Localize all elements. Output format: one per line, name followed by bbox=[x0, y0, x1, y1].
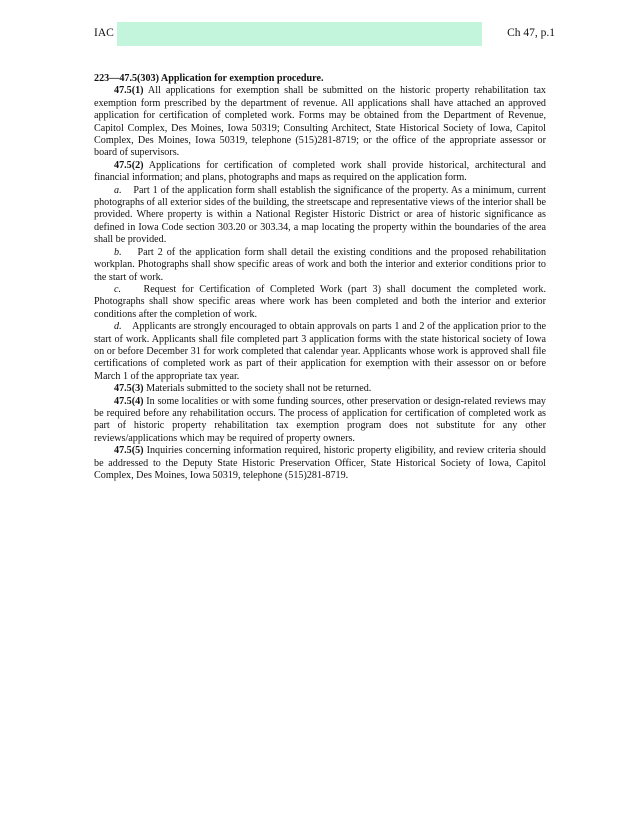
paragraph-letter: b. bbox=[114, 246, 122, 258]
subrule-text: Materials submitted to the society shall not be returned. bbox=[143, 383, 372, 395]
paragraph-text: Part 2 of the application form shall detail the existing conditions and the proposed rehabilitation workplan. Photographs shall show specific areas of work and both the interior and exterior conditions prior to the start of work. bbox=[94, 246, 547, 283]
lettered-paragraph bbox=[94, 247, 546, 284]
subrule-paragraph bbox=[94, 445, 546, 482]
rule-title: 223—47.5(303) Application for exemption procedure. bbox=[94, 73, 324, 84]
subrule-number: 47.5(4) bbox=[114, 395, 144, 407]
subrule-paragraph bbox=[94, 383, 546, 395]
lettered-paragraph bbox=[94, 284, 546, 321]
subrule-text: Inquiries concerning information required, historic property eligibility, and review criteria should be addressed to the Deputy State Historic Preservation Officer, State Historical Society of Iowa, Capitol Complex, Des Moines, Iowa 50319, telephone (515)281-8719. bbox=[94, 445, 546, 481]
subrule-number: 47.5(3) bbox=[114, 383, 144, 395]
subrule-paragraph bbox=[94, 160, 546, 185]
subrule-paragraph bbox=[94, 396, 546, 446]
header-right-page-ref: Ch 47, p.1 bbox=[507, 27, 555, 39]
header-left-iac: IAC bbox=[94, 27, 114, 39]
paragraph-letter: c. bbox=[114, 283, 122, 295]
lettered-paragraph bbox=[94, 185, 546, 247]
paragraph-text: Request for Certification of Completed Work (part 3) shall document the completed work. Photographs shall show specific areas where work has been completed and both the interior and exterior conditions after the completion of work. bbox=[94, 283, 547, 320]
document-body bbox=[94, 73, 546, 482]
lettered-paragraph bbox=[94, 321, 546, 383]
paragraph-letter: d. bbox=[114, 321, 122, 333]
subrule-paragraph bbox=[94, 85, 546, 159]
subrule-number: 47.5(5) bbox=[114, 445, 144, 457]
subrule-number: 47.5(1) bbox=[114, 85, 144, 97]
subrule-text: Applications for certification of completed work shall provide historical, architectural and financial information; and plans, photographs and maps as required on the application form. bbox=[94, 159, 546, 184]
paragraph-text: Part 1 of the application form shall establish the significance of the property. As a minimum, current photographs of all exterior sides of the building, the streetscape and representative views of the interior shall be provided. Where property is within a National Register Historic District or area of historic significance as defined in Iowa Code section 303.20 or 303.34, a map locating the property within the boundaries of the area shall be provided. bbox=[94, 184, 546, 246]
subrule-text: All applications for exemption shall be submitted on the historic property rehabilitation tax exemption form prescribed by the department of revenue. All applications shall have attached an approved application for certification of completed work. Forms may be obtained from the Department of Revenue, Capitol Complex, Des Moines, Iowa 50319; Consulting Architect, State Historical Society of Iowa, Capitol Complex, Des Moines, Iowa 50319, telephone (515)281-8719; or the office of the appropriate assessor or board of supervisors. bbox=[94, 85, 546, 159]
subrule-text: In some localities or with some funding sources, other preservation or design-related reviews may be required before any rehabilitation occurs. The process of application for certification of completed work as part of historic property rehabilitation tax exemption program does not substitute for any other reviews/applications which may be required of property owners. bbox=[94, 395, 546, 444]
header-highlight-band bbox=[117, 22, 482, 46]
paragraph-letter: a. bbox=[114, 184, 122, 196]
subrule-number: 47.5(2) bbox=[114, 159, 144, 171]
paragraph-text: Applicants are strongly encouraged to obtain approvals on parts 1 and 2 of the application prior to the start of work. Applicants shall file completed part 3 application forms with the state historical society of Iowa on or before December 31 for work completed that calendar year. Applicants whose work is approved shall file certifications of completed work as part of their application for exemption with their assessor on or before March 1 of the appropriate tax year. bbox=[94, 321, 546, 382]
